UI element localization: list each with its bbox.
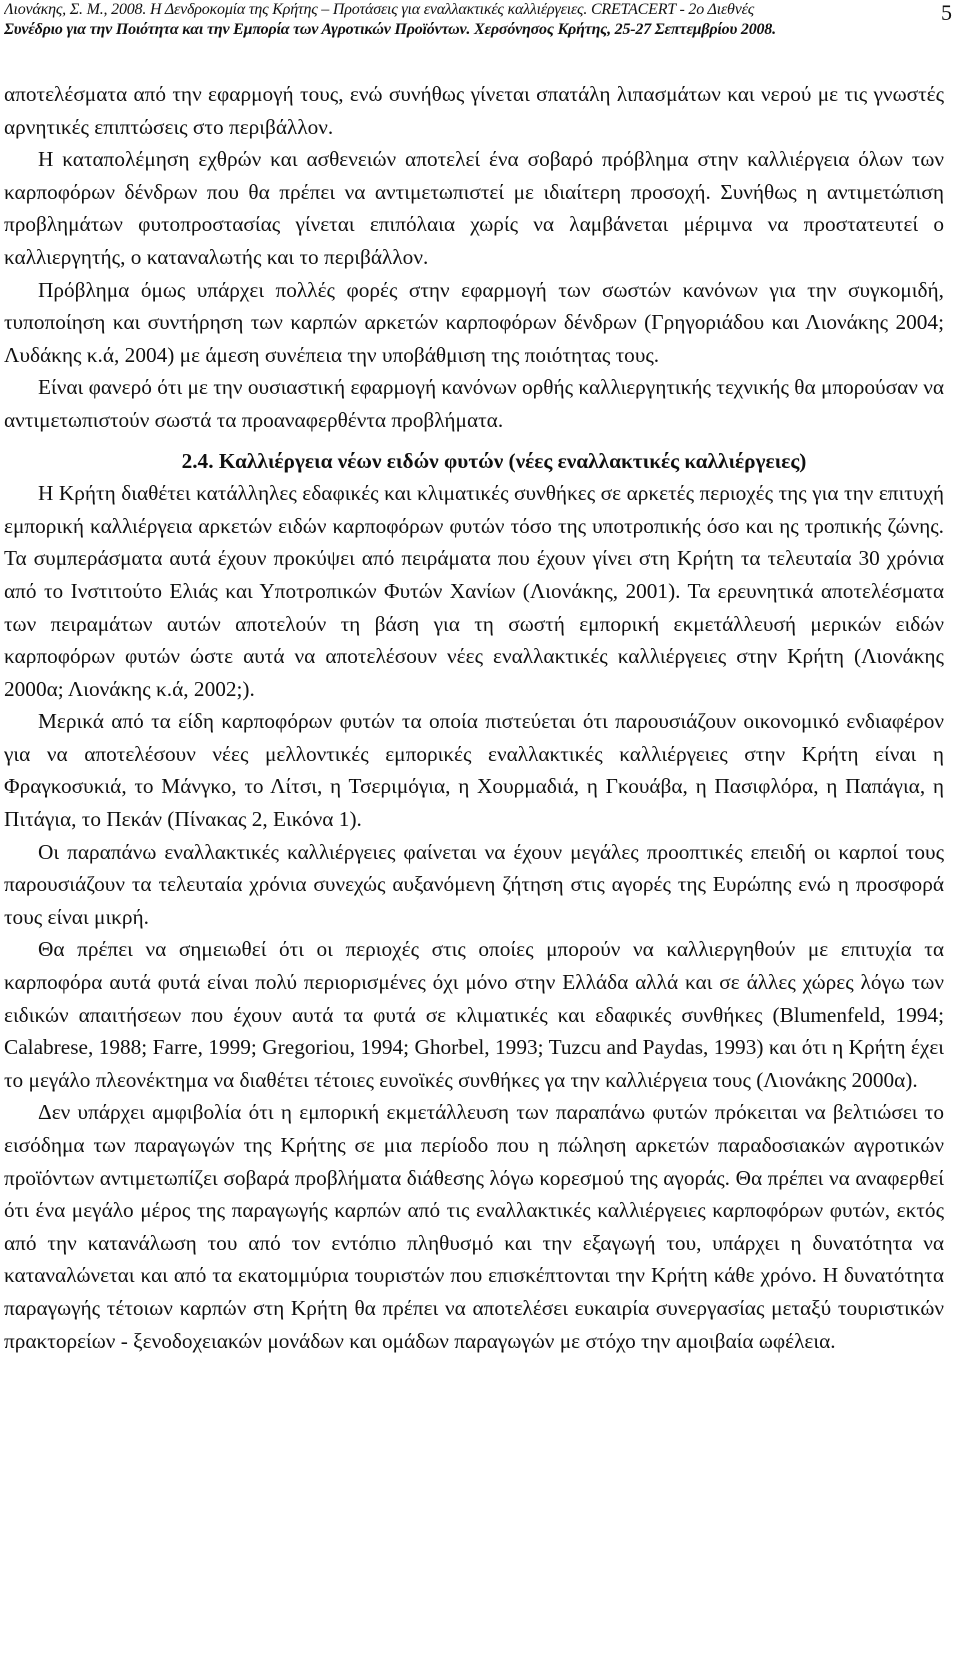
paragraph-harvest-problems: Πρόβλημα όμως υπάρχει πολλές φορές στην εφαρμογή των σωστών κανόνων για την συγκομιδή, τυποποίηση και συντήρηση των καρπών αρκετών καρποφόρων δένδρων (Γρηγοριάδου και Λιονάκης 2004; Λυδάκης κ.ά, 2004) με άμεση συνέπεια την υποβάθμιση της ποιότητας τους.: [4, 277, 944, 367]
paragraph-income-tourism: Δεν υπάρχει αμφιβολία ότι η εμπορική εκμετάλλευση των παραπάνω φυτών πρόκειται να βελτιώσει το εισόδημα των παραγωγών της Κρήτης σε μια περίοδο που η πώληση αρκετών παραδοσιακών αγροτικών προϊόντων αντιμετωπίζει σοβαρά προβλήματα διάθεσης λόγω κορεσμού της αγοράς. Θα πρέπει να αναφερθεί ότι ένα μεγάλο μέρος της παραγωγής καρπών από τις εναλλακτικές καλλιέργειες καρποφόρων φυτών, εκτός από την κατανάλωση του από τον εντόπιο πληθυσμό και την εξαγωγή του, υπάρχει η δυνατότητα να καταναλώνεται και από τα εκατομμύρια τουριστών που επισκέπτονται την Κρήτη κάθε χρόνο. Η δυνατότητα παραγωγής τέτοιων καρπών στη Κρήτη θα πρέπει να αποτελέσει ευκαιρία συνεργασίας μεταξύ τουριστικών πρακτορείων - ξενοδοχειακών μονάδων και ομάδων παραγωγών με στόχο την αμοιβαία ωφέλεια.: [4, 1100, 944, 1353]
page-number: 5: [941, 0, 952, 25]
paragraph-good-practice: Είναι φανερό ότι με την ουσιαστική εφαρμογή κανόνων ορθής καλλιεργητικής τεχνικής θα μπορούσαν να αντιμετωπιστούν σωστά τα προαναφερθέντα προβλήματα.: [4, 375, 944, 432]
paragraph-pest-control: Η καταπολέμηση εχθρών και ασθενειών αποτελεί ένα σοβαρό πρόβλημα στην καλλιέργεια όλων των καρποφόρων δένδρων που θα πρέπει να αντιμετωπιστεί με ιδιαίτερη προσοχή. Συνήθως η αντιμετώπιση προβλημάτων φυτοπροστασίας γίνεται επιπόλαια χωρίς να λαμβάνεται μέριμνα να προστατευτεί ο καλλιεργητής, ο καταναλωτής και το περιβάλλον.: [4, 147, 944, 269]
section-heading-2-4: 2.4. Καλλιέργεια νέων ειδών φυτών (νέες εναλλακτικές καλλιέργειες): [181, 448, 807, 473]
paragraph-limited-regions: Θα πρέπει να σημειωθεί ότι οι περιοχές στις οποίες μπορούν να καλλιεργηθούν με επιτυχία τα καρποφόρα αυτά φυτά είναι πολύ περιορισμένες όχι μόνο στην Ελλάδα αλλά και σε άλλες χώρες λόγω των ειδικών απαιτήσεων που έχουν αυτά τα φυτά σε κλιματικές και εδαφικές συνθήκες (Blumenfeld, 1994; Calabrese, 1988; Farre, 1999; Gregoriou, 1994; Ghorbel, 1993; Tuzcu and Paydas, 1993) και ότι η Κρήτη έχει το μεγάλο πλεονέκτημα να διαθέτει τέτοιες ευνοϊκές συνθήκες γα την καλλιέργεια τους (Λιονάκης 2000α).: [4, 937, 944, 1092]
running-header-line-2: Συνέδριο για την Ποιότητα και την Εμπορία των Αγροτικών Προϊόντων. Χερσόνησος Κρήτης, 25-27 Σεπτεμβρίου 2008.: [4, 21, 776, 38]
paragraph-market-prospects: Οι παραπάνω εναλλακτικές καλλιέργειες φαίνεται να έχουν μεγάλες προοπτικές επειδή οι καρποί τους παρουσιάζουν τα τελευταία χρόνια συνεχώς αυξανόμενη ζήτηση στις αγορές της Ευρώπης ενώ η προσφορά τους είναι μικρή.: [4, 839, 944, 929]
running-header: [4, 0, 956, 40]
paragraph-crete-conditions: Η Κρήτη διαθέτει κατάλληλες εδαφικές και κλιματικές συνθήκες σε αρκετές περιοχές της για την επιτυχή εμπορική καλλιέργεια αρκετών ειδών καρποφόρων φυτών τόσο της υποτροπικής όσο και ης τροπικής ζώνης. Τα συμπεράσματα αυτά έχουν προκύψει από πειράματα που έχουν γίνει στη Κρήτη τα τελευταία 30 χρόνια από το Ινστιτούτο Ελιάς και Υποτροπικών Φυτών Χανίων (Λιονάκης, 2001). Τα ερευνητικά αποτελέσματα των πειραμάτων αυτών αποτελούν τη βάση για τη σωστή εμπορική εκμετάλλευσή μερικών ειδών καρποφόρων φυτών ώστε αυτά να αποτελέσουν νέες εναλλακτικές καλλιέργειες στην Κρήτη (Λιονάκης 2000α; Λιονάκης κ.ά, 2002;).: [4, 481, 944, 701]
body-text: [4, 78, 944, 1357]
running-header-line-1: Λιονάκης, Σ. Μ., 2008. Η Δενδροκομία της Κρήτης – Προτάσεις για εναλλακτικές καλλιέργειες. CRETACERT - 2ο Διεθνές: [4, 1, 755, 18]
paragraph-continuation: αποτελέσματα από την εφαρμογή τους, ενώ συνήθως γίνεται σπατάλη λιπασμάτων και νερού με τις γνωστές αρνητικές επιπτώσεις στο περιβάλλον.: [4, 82, 944, 139]
paragraph-crop-list: Μερικά από τα είδη καρποφόρων φυτών τα οποία πιστεύεται ότι παρουσιάζουν οικονομικό ενδιαφέρον για να αποτελέσουν νέες μελλοντικές εμπορικές εναλλακτικές καλλιέργειες στην Κρήτη είναι η Φραγκοσυκιά, το Μάνγκο, το Λίτσι, η Τσεριμόγια, η Χουρμαδιά, η Γκουάβα, η Πασιφλόρα, η Παπάγια, η Πιτάγια, το Πεκάν (Πίνακας 2, Εικόνα 1).: [4, 709, 944, 832]
